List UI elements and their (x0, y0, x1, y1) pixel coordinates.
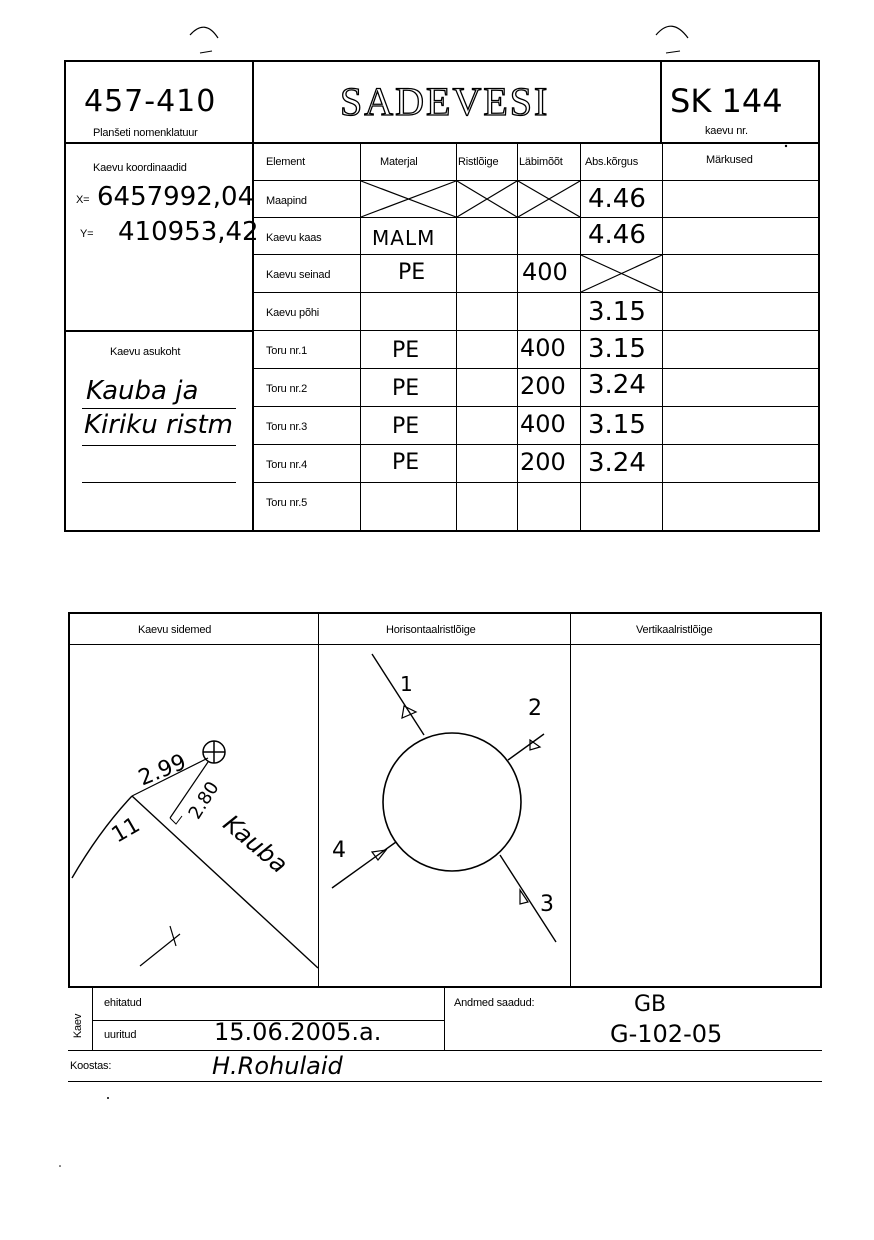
table-cell-diameter: 200 (520, 372, 566, 400)
table-cell-elevation: 3.15 (588, 410, 646, 440)
well-number-label: kaevu nr. (705, 125, 748, 137)
table-row-element: Toru nr.5 (266, 497, 308, 509)
header-elevation: Abs.kõrgus (585, 156, 639, 168)
table-cell-elevation: 4.46 (588, 220, 646, 250)
table-row-element: Kaevu seinad (266, 269, 331, 281)
table-cell-elevation: 4.46 (588, 184, 646, 214)
compiled-label: Koostas: (70, 1060, 112, 1072)
table-row-element: Kaevu põhi (266, 307, 320, 319)
distance-label-2: 2.80 (184, 777, 224, 824)
form-title: SADEVESI (340, 79, 550, 124)
pipe-label-1: 1 (400, 672, 413, 696)
table-cell-material: MALM (372, 226, 436, 250)
table-cell-diameter: 200 (520, 448, 566, 476)
col-horizontal-section-header: Horisontaalristlõige (386, 624, 476, 636)
street-name-label: Kauba (217, 809, 294, 879)
compiled-by-signature: H.Rohulaid (212, 1052, 343, 1080)
table-cell-elevation: 3.24 (588, 448, 646, 478)
table-row-element: Toru nr.2 (266, 383, 308, 395)
table-cell-material: PE (392, 414, 420, 439)
data-received-value-1: GB (634, 992, 667, 1017)
header-notes: Märkused (706, 154, 753, 166)
plot-mark-1: 11 (107, 812, 145, 849)
table-row-element: Kaevu kaas (266, 232, 322, 244)
table-cell-elevation: 3.15 (588, 334, 646, 364)
pipe-label-2: 2 (528, 696, 542, 721)
header-element: Element (266, 156, 305, 168)
header-diameter: Läbimõõt (519, 156, 563, 168)
y-coordinate-value: 410953,42 (118, 217, 259, 247)
table-row-element: Toru nr.4 (266, 459, 308, 471)
col-well-connections-header: Kaevu sidemed (138, 624, 212, 636)
distance-label-1: 2.99 (135, 749, 190, 792)
nomenclature-value: 457-410 (84, 84, 217, 119)
table-row-element: Toru nr.1 (266, 345, 308, 357)
header-material: Materjal (380, 156, 418, 168)
table-cell-material: PE (392, 450, 420, 475)
table-cell-material: PE (392, 376, 420, 401)
nomenclature-label: Planšeti nomenklatuur (93, 127, 198, 139)
well-number-value: SK 144 (670, 82, 783, 120)
location-line-1: Kauba ja (86, 376, 199, 406)
y-prefix: Y= (80, 228, 94, 240)
built-label: ehitatud (104, 997, 142, 1009)
pipe-label-3: 3 (540, 892, 554, 917)
surveyed-date: 15.06.2005.a. (214, 1018, 382, 1046)
surveyed-label: uuritud (104, 1029, 137, 1041)
pipe-label-4: 4 (332, 838, 346, 863)
col-vertical-section-header: Vertikaalristlõige (636, 624, 713, 636)
data-received-value-2: G-102-05 (610, 1020, 723, 1048)
table-cell-elevation: 3.24 (588, 370, 646, 400)
table-row-element: Maapind (266, 195, 307, 207)
table-cell-diameter: 400 (522, 258, 568, 286)
well-side-label: Kaev (72, 1013, 85, 1039)
table-cell-diameter: 400 (520, 334, 566, 362)
table-cell-material: PE (392, 338, 420, 363)
table-cell-material: PE (398, 260, 426, 285)
x-prefix: X= (76, 194, 90, 206)
table-row-element: Toru nr.3 (266, 421, 308, 433)
header-cross-section: Ristlõige (458, 156, 499, 168)
data-received-label: Andmed saadud: (454, 997, 535, 1009)
coordinates-label: Kaevu koordinaadid (93, 162, 187, 174)
location-label: Kaevu asukoht (110, 346, 181, 358)
x-coordinate-value: 6457992,04 (97, 182, 255, 212)
location-line-2: Kiriku ristm (84, 410, 233, 440)
table-cell-elevation: 3.15 (588, 297, 646, 327)
table-cell-diameter: 400 (520, 410, 566, 438)
